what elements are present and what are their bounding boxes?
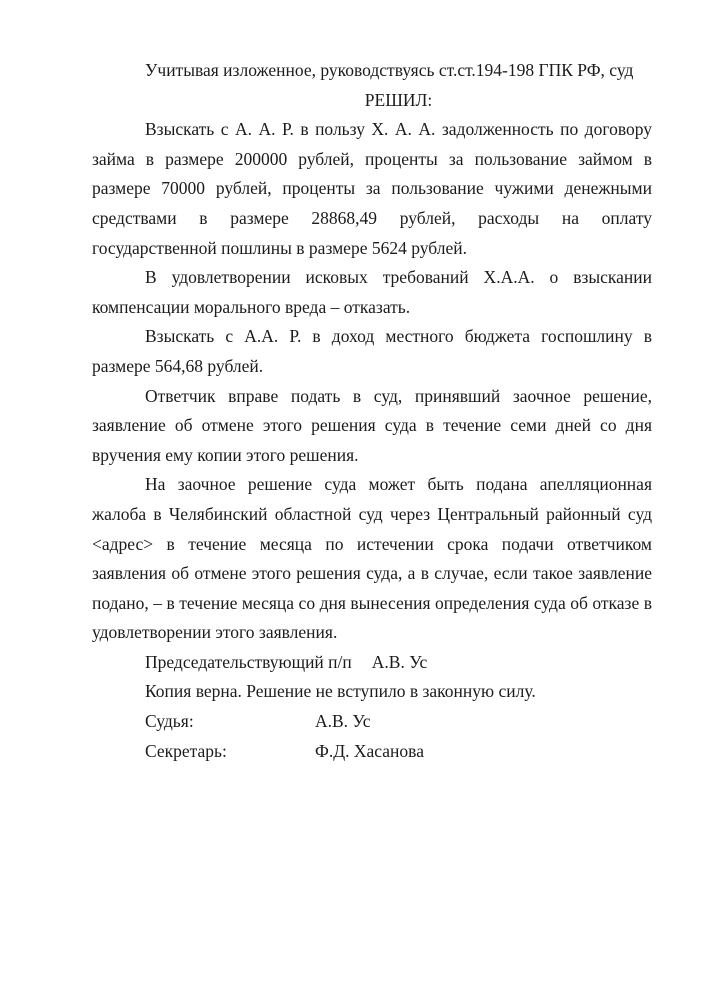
body-paragraph-appeal-procedure: На заочное решение суда может быть подана апелляционная жалоба в Челябинский областной суд через Центральный районный суд <адрес> в течение месяца по истечении срока подачи ответчиком заявления об отмене этого решения суда, а в случае, если такое заявление подано, – в течение месяца со дня вынесения определения суда об отказе в удовлетворении этого заявления. — [92, 474, 652, 643]
judge-signature-row — [92, 707, 652, 737]
body-paragraph-defendant-rights: Ответчик вправе подать в суд, принявший заочное решение, заявление об отмене этого решения суда в течение семи дней со дня вручения ему копии этого решения. — [92, 385, 652, 465]
secretary-label: Секретарь: — [145, 740, 227, 761]
body-paragraph-state-duty: Взыскать с А.А. Р. в доход местного бюджета госпошлину в размере 564,68 рублей. — [92, 326, 652, 376]
body-paragraph-moral-damages-denied: В удовлетворении исковых требований Х.А.А. о взыскании компенсации морального вреда – отказать. — [92, 267, 652, 317]
resolution-heading: РЕШИЛ: — [364, 89, 433, 110]
judge-name: А.В. Ус — [315, 711, 371, 732]
judge-label: Судья: — [145, 711, 194, 732]
presiding-name: А.В. Ус — [371, 651, 428, 672]
secretary-name: Ф.Д. Хасанова — [315, 740, 424, 761]
presiding-label: Председательствующий п/п — [145, 651, 352, 672]
body-paragraph-recovery: Взыскать с А. А. Р. в пользу Х. А. А. задолженность по договору займа в размере 200000 рублей, проценты за пользование займом в размере 70000 рублей, проценты за пользование чужими денежными средствами в размере 28868,49 рублей, расходы на оплату государственной пошлины в размере 5624 рублей. — [92, 119, 652, 258]
copy-note-line: Копия верна. Решение не вступило в законную силу. — [145, 681, 536, 702]
presiding-signature-row — [92, 648, 652, 678]
secretary-signature-row — [92, 737, 652, 767]
preamble-line: Учитывая изложенное, руководствуясь ст.ст.194-198 ГПК РФ, суд — [145, 60, 634, 80]
